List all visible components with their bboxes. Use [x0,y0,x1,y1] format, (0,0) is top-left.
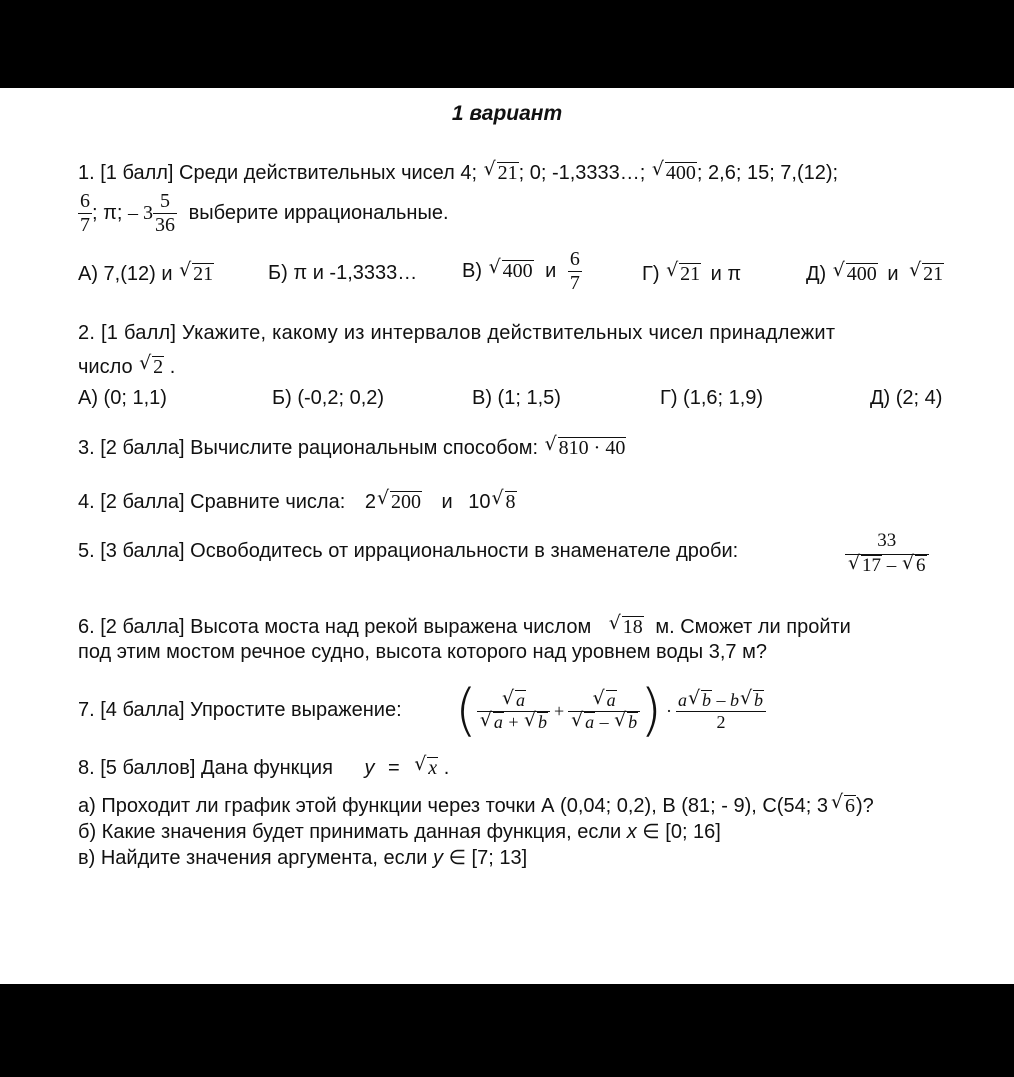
sqrt-21: √ 21 [666,263,701,285]
q1-option-a: А) 7,(12) и √ 21 [78,263,214,285]
sqrt-21: √ 21 [179,263,214,285]
question-2-line-1: 2. [1 балл] Укажите, какому из интервалов действительных чисел принадлежит [78,322,836,344]
q1-text-3: ; π; [92,201,123,224]
sqrt-21: √ 21 [484,162,519,184]
fraction-6-7: $\frac{6}{7}$ [80,190,90,236]
question-8-b: б) Какие значения будет принимать данная функция, если x ∈ [0; 16] [78,821,721,843]
mixed-number-whole: – 3 [128,201,154,224]
fraction-6-7: $\frac{6}{7}$ [569,248,580,294]
q1-text-2: ; 2,6; 15; 7,(12); [696,162,839,184]
question-8-v: в) Найдите значения аргумента, если y ∈ [7; 13] [78,847,528,869]
sqrt-2: √ 2 [139,356,164,378]
q7-fraction-2: √ a √ a – √ b [568,690,640,732]
page-title: 1 вариант [451,102,563,125]
q7-fraction-3: $\frac{a√ b - b√ b}{2}$ [676,690,766,732]
q1-option-d: Д) √ 400 и √ 21 [806,263,944,285]
question-6-line-1: 6. [2 балла] Высота моста над рекой выражена числом √ 18 м. Сможет ли пройти [78,616,851,638]
sqrt-6: √ 6 [902,555,927,577]
q1-text-1: ; 0; -1,3333…; [518,162,646,184]
q5-fraction: 33 √ 17 – √ 6 [845,530,929,577]
q2-option-a: А) (0; 1,1) [78,387,167,409]
q1-option-g: Г) √ 21 и π [642,263,741,285]
sqrt-200: √ 200 [377,491,422,513]
question-6-line-2: под этим мостом речное судно, высота которого над уровнем воды 3,7 м? [78,641,767,663]
sqrt-x: √ x [414,757,438,779]
sqrt-21: √ 21 [909,263,944,285]
question-2-line-2: число √ 2 . [78,356,175,378]
q2-option-v: В) (1; 1,5) [472,387,561,409]
q1-option-b: Б) π и -1,3333… [268,262,418,284]
worksheet-page [0,88,1014,984]
question-1-line-1 [78,162,838,184]
q1-text-4: выберите иррациональные. [188,201,449,224]
question-7: 7. [4 балла] Упростите выражение: [78,699,402,721]
sqrt-18: √ 18 [609,616,644,638]
q1-lead: 1. [1 балл] Среди действительных чисел 4; [78,162,478,184]
q7-fraction-1: √ a √ a + √ b [477,690,550,732]
question-4: 4. [2 балла] Сравните числа: 2√ 200 и 10√ 8 [78,491,517,513]
sqrt-400: √ 400 [489,260,534,282]
question-3: 3. [2 балла] Вычислите рациональным способом: √ 810 · 40 [78,437,626,459]
question-1-line-2 [78,190,449,237]
fraction-5-36: $\frac{5}{36}$ [155,190,176,236]
q7-expression: ( √ a √ a + √ b + √ a √ a – √ b ) · $\frac{a√ b - b√ b}{2}$ [455,680,766,742]
sqrt-400: √ 400 [652,162,697,184]
q2-option-b: Б) (-0,2; 0,2) [272,387,385,409]
q1-option-v: В) √ 400 и $\frac{6}{7}$ [462,248,582,295]
sqrt-810-40: √ 810 · 40 [545,437,627,459]
question-5: 5. [3 балла] Освободитесь от иррациональности в знаменателе дроби: [78,540,739,562]
question-8-a: а) Проходит ли график этой функции через точки А (0,04; 0,2), В (81; - 9), С(54; 3√ 6)? [78,795,874,817]
sqrt-8: √ 8 [492,491,517,513]
sqrt-400: √ 400 [833,263,878,285]
q2-option-g: Г) (1,6; 1,9) [660,387,764,409]
sqrt-6: √ 6 [831,795,856,817]
sqrt-17: √ 17 [848,555,882,577]
q2-option-d: Д) (2; 4) [870,387,943,409]
question-8: 8. [5 баллов] Дана функция y = √ x . [78,757,449,779]
